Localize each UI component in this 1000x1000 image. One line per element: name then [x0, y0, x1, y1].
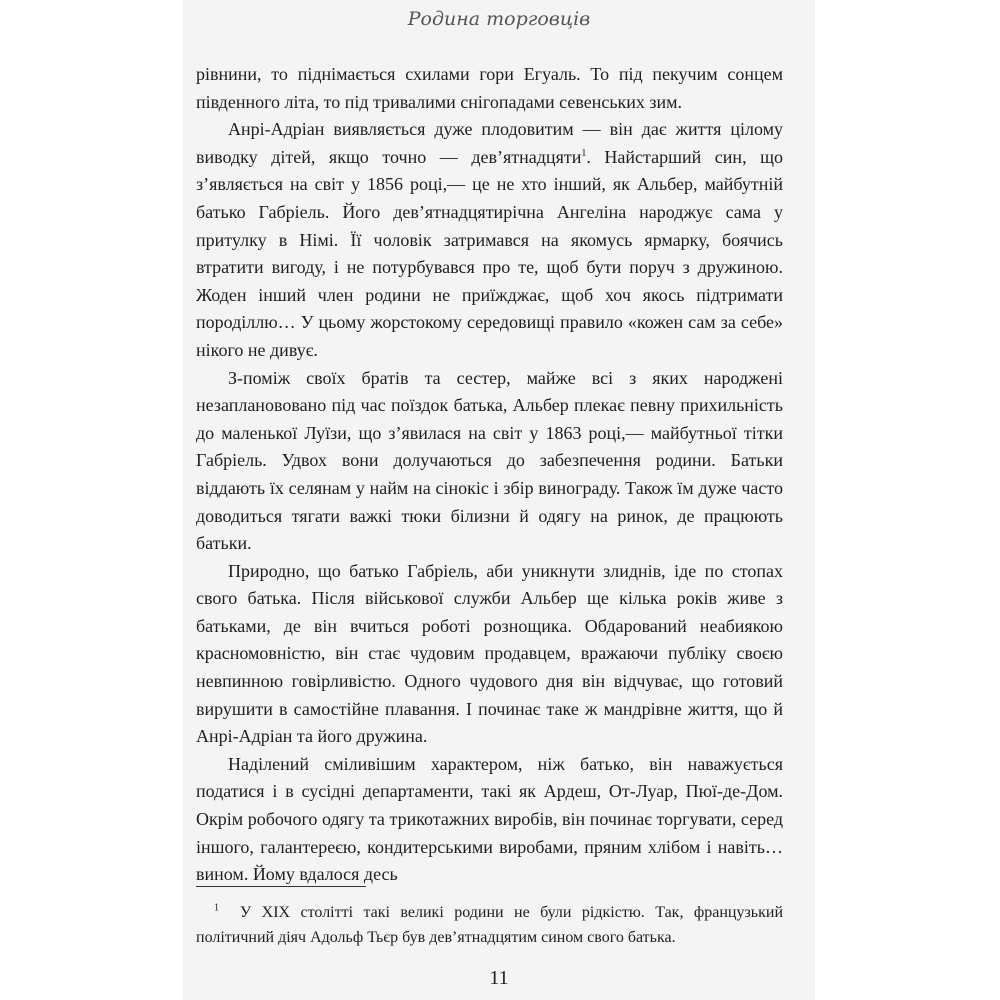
footnote-text: У XIX столітті такі великі родини не були рідкістю. Так, французький політичний діяч Адольф Тьєр був дев’ятнадцятим сином свого батька. [196, 904, 783, 946]
body-text [196, 61, 783, 889]
footnote [196, 901, 783, 950]
paragraph-2-start: Анрі-Адріан виявляється дуже плодовитим — він дає життя цілому виводку дітей, якщо точно — дев’ятнадцяти [196, 119, 783, 167]
footnote-ref: 1 [581, 147, 587, 159]
paragraph-2 [196, 116, 783, 364]
paragraph-5: Наділений сміливішим характером, ніж батько, він наважується податися і в сусідні департаменти, такі як Ардеш, От-Луар, Пюї-де-Дом. Окрім робочого одягу та трикотажних виробів, він починає торгувати, серед іншого, галантерeєю, кондитерськими виробами, пряним хлібом і навіть… вином. Йому вдалося десь [196, 753, 783, 885]
running-title: Родина торговців [407, 8, 591, 30]
book-page [183, 0, 815, 1000]
paragraph-2-rest: . Найстарший син, що з’являється на світ у 1856 році,— це не хто інший, як Альбер, майбутній батько Габріель. Його дев’ятнадцятирічна Ангеліна народжує сама у притулку в Німі. Її чоловік затримався на якомусь ярмарку, боячись втратити вигоду, і не потурбувався про те, щоб бути поруч з дружиною. Жоден інший член родини не приїжджає, щоб хоч якось підтримати породіллю… У цьому жорстокому середовищі правило «кожен сам за себе» нікого не дивує. [196, 146, 783, 360]
footnote-separator [196, 886, 366, 887]
paragraph-1: рівнини, то піднімається схилами гори Егуаль. То під пекучим сонцем південного літа, то під тривалими снігопадами севенських зим. [196, 64, 783, 112]
paragraph-4: Природно, що батько Габріель, аби уникнути злиднів, іде по стопах свого батька. Після військової служби Альбер ще кілька років живе з батьками, де він вчиться роботі рознощика. Обдарований неабиякою красномовністю, він стає чудовим продавцем, вражаючи публіку своєю невпинною говірливістю. Одного чудового дня він відчуває, що готовий вирушити в самостійне плавання. І починає таке ж мандрівне життя, що й Анрі-Адріан та його дружина. [196, 560, 783, 747]
page-number: 11 [489, 967, 509, 989]
paragraph-3: З-поміж своїх братів та сестер, майже всі з яких народжені незапланововано під час поїздок батька, Альбер плекає певну прихильність до маленької Луїзи, що з’явилася на світ у 1863 році,— майбутньої тітки Габріель. Удвох вони долучаються до забезпечення родини. Батьки віддають їх селянам у найм на сінокіс і збір винограду. Також їм дуже часто доводиться тягати важкі тюки білизни й одягу на ринок, де працюють батьки. [196, 367, 783, 554]
footnote-marker: 1 [214, 902, 219, 914]
